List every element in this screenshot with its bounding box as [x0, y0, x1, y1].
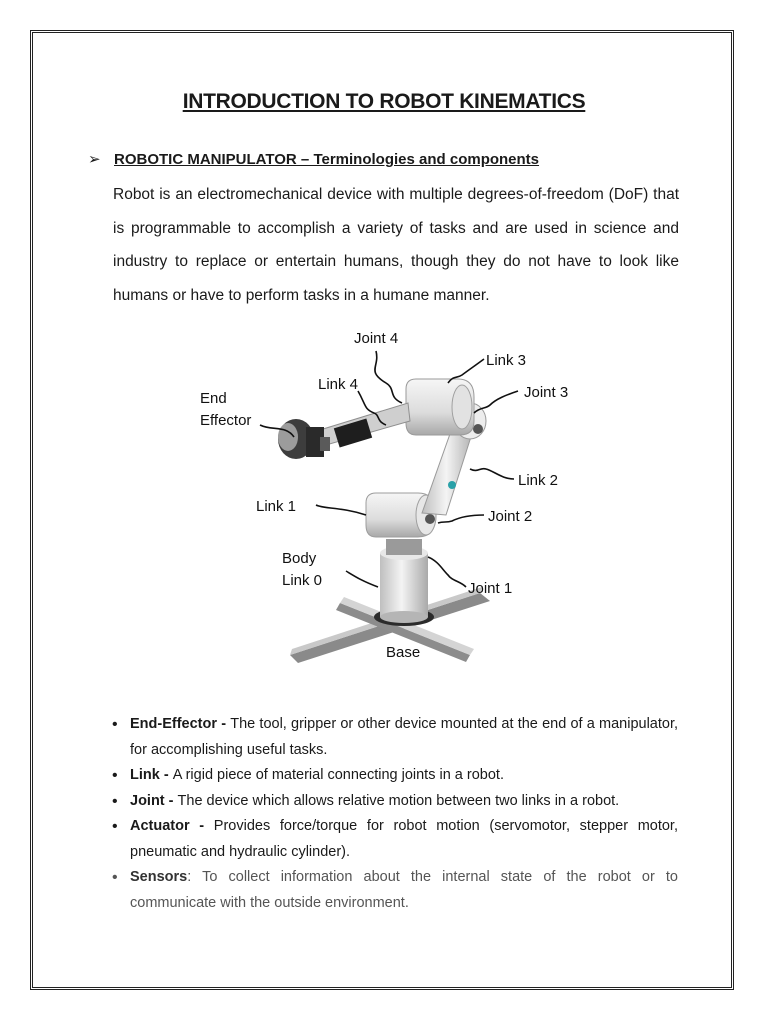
intro-paragraph: Robot is an electromechanical device with multiple degrees-of-freedom (DoF) that is programmable to accomplish a variety of tasks and are used in science and industry to replace or entertain humans, though they do not have to look like humans or have to perform tasks in a humane manner. [113, 186, 679, 304]
list-item [110, 789, 678, 815]
section-heading [88, 150, 539, 168]
term-definition: A rigid piece of material connecting joints in a robot. [172, 767, 504, 783]
term-definition: The device which allows relative motion between two links in a robot. [177, 792, 620, 809]
label-joint-2: Joint 2 [488, 508, 533, 525]
term-definition: The tool, gripper or other device mounted at the end of a manipulator, for accomplishing useful tasks. [130, 716, 679, 758]
label-body-line2: Link 0 [282, 572, 323, 589]
section-heading-text: ROBOTIC MANIPULATOR – Terminologies and components [114, 151, 540, 168]
label-body-line1: Body [282, 550, 317, 567]
definitions-list [110, 712, 678, 916]
end-effector-shape [278, 419, 330, 459]
list-item [110, 763, 678, 789]
label-joint-3: Joint 3 [524, 384, 569, 401]
label-end-line1: End [200, 390, 227, 407]
robot-arm-figure [190, 325, 590, 665]
list-item [110, 712, 678, 763]
term-definition: : To collect information about the internal state of the robot or to communicate with the outside environment. [130, 869, 678, 911]
term-label: Joint - [130, 792, 178, 809]
arrow-bullet-icon: ➢ [88, 151, 101, 168]
list-item [110, 814, 678, 865]
label-end-line2: Effector [200, 412, 252, 429]
label-link-4: Link 4 [318, 376, 359, 393]
term-label: Actuator - [130, 818, 214, 834]
label-joint-4: Joint 4 [354, 330, 399, 347]
list-item [110, 865, 678, 916]
robot-body-shape [380, 539, 428, 623]
label-link-1: Link 1 [256, 498, 297, 515]
label-base: Base [386, 644, 421, 661]
robot-link3-shape [406, 379, 474, 435]
term-label: End-Effector - [130, 716, 231, 732]
page-title: INTRODUCTION TO ROBOT KINEMATICS [182, 90, 586, 113]
label-link-2: Link 2 [518, 472, 559, 489]
term-label: Sensors [130, 869, 188, 885]
term-label: Link - [130, 767, 173, 783]
term-definition: Provides force/torque for robot motion (servomotor, stepper motor, pneumatic and hydraulic cylinder). [130, 818, 678, 860]
robot-joint2-shape [366, 493, 436, 537]
label-link-3: Link 3 [486, 352, 527, 369]
label-joint-1: Joint 1 [468, 580, 513, 597]
